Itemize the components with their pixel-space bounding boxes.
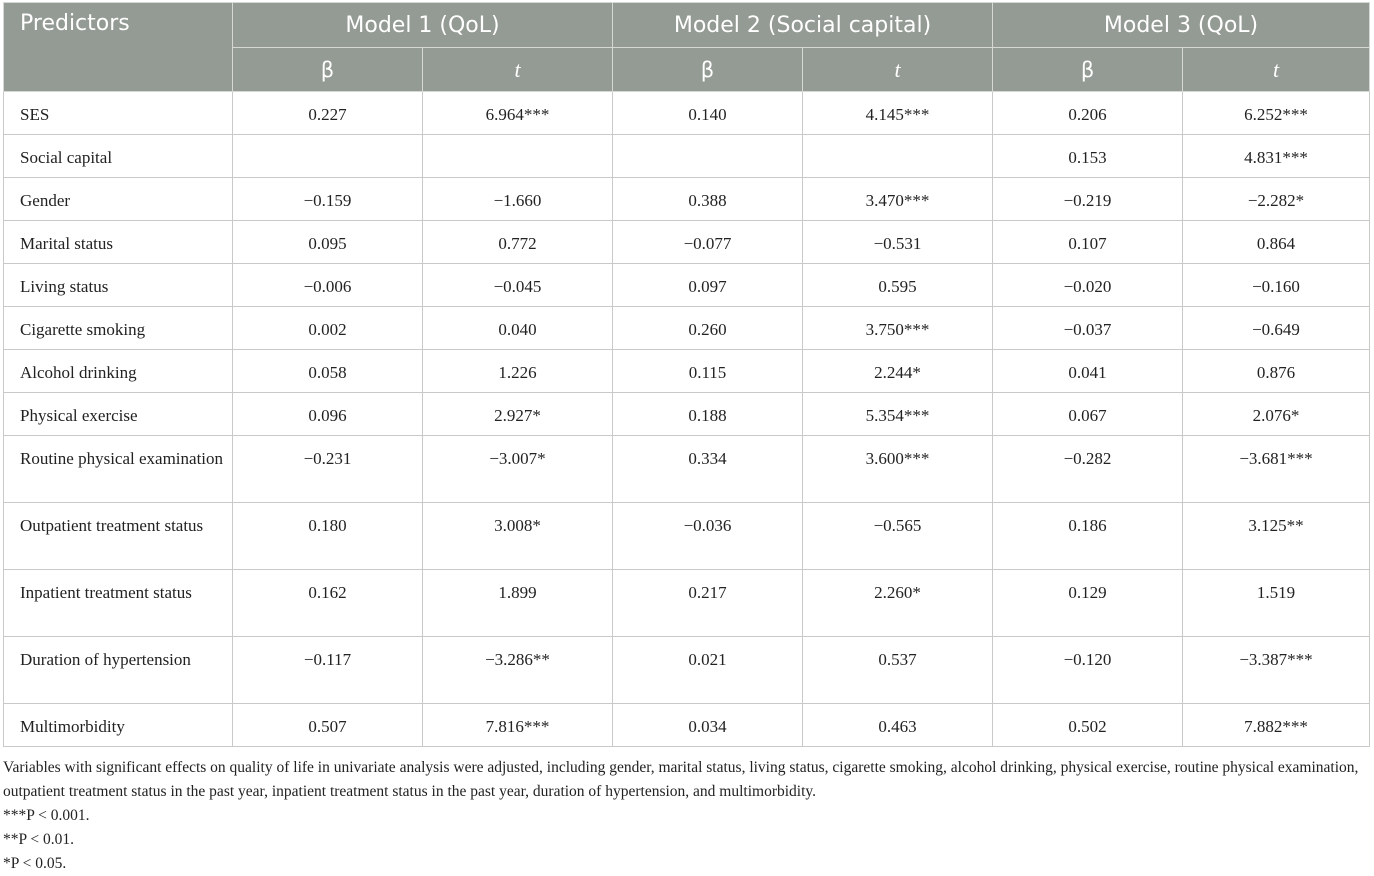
header-m2-beta: β bbox=[613, 48, 803, 92]
cell-m1-t: −0.045 bbox=[423, 264, 613, 307]
header-m2-t: t bbox=[803, 48, 993, 92]
cell-m1-beta: −0.231 bbox=[233, 436, 423, 503]
cell-m3-t: 1.519 bbox=[1183, 570, 1370, 637]
cell-m2-t: 3.750*** bbox=[803, 307, 993, 350]
cell-m3-t: 4.831*** bbox=[1183, 135, 1370, 178]
cell-m3-t: 0.876 bbox=[1183, 350, 1370, 393]
cell-m1-beta: 0.507 bbox=[233, 704, 423, 747]
cell-m2-beta: 0.021 bbox=[613, 637, 803, 704]
header-model-3: Model 3 (QoL) bbox=[993, 3, 1370, 48]
cell-m3-beta: 0.041 bbox=[993, 350, 1183, 393]
regression-table bbox=[3, 2, 1370, 747]
row-predictor: Multimorbidity bbox=[4, 704, 233, 747]
cell-m2-beta: 0.097 bbox=[613, 264, 803, 307]
cell-m2-beta: 0.334 bbox=[613, 436, 803, 503]
table-row bbox=[4, 704, 1370, 747]
cell-m1-t: 3.008* bbox=[423, 503, 613, 570]
row-predictor: Living status bbox=[4, 264, 233, 307]
cell-m3-beta: 0.186 bbox=[993, 503, 1183, 570]
table-row bbox=[4, 637, 1370, 704]
row-predictor: Marital status bbox=[4, 221, 233, 264]
table-row bbox=[4, 503, 1370, 570]
cell-m2-beta: 0.115 bbox=[613, 350, 803, 393]
cell-m3-beta: −0.020 bbox=[993, 264, 1183, 307]
row-predictor: Inpatient treatment status bbox=[4, 570, 233, 637]
cell-m3-t: 3.125** bbox=[1183, 503, 1370, 570]
cell-m2-t bbox=[803, 135, 993, 178]
cell-m1-t: 7.816*** bbox=[423, 704, 613, 747]
cell-m3-beta: −0.282 bbox=[993, 436, 1183, 503]
cell-m1-beta: 0.180 bbox=[233, 503, 423, 570]
header-m3-t: t bbox=[1183, 48, 1370, 92]
cell-m1-beta: 0.227 bbox=[233, 92, 423, 135]
row-predictor: SES bbox=[4, 92, 233, 135]
table-row bbox=[4, 135, 1370, 178]
cell-m2-t: 4.145*** bbox=[803, 92, 993, 135]
header-model-2: Model 2 (Social capital) bbox=[613, 3, 993, 48]
cell-m3-beta: 0.206 bbox=[993, 92, 1183, 135]
footnote-p01: **P < 0.01. bbox=[3, 831, 75, 848]
cell-m1-beta: 0.096 bbox=[233, 393, 423, 436]
table-row bbox=[4, 436, 1370, 503]
table-header bbox=[4, 3, 1370, 92]
cell-m3-t: 6.252*** bbox=[1183, 92, 1370, 135]
cell-m3-t: −2.282* bbox=[1183, 178, 1370, 221]
cell-m1-beta: 0.162 bbox=[233, 570, 423, 637]
cell-m2-t: 0.595 bbox=[803, 264, 993, 307]
cell-m1-t: 1.226 bbox=[423, 350, 613, 393]
cell-m2-t: 2.244* bbox=[803, 350, 993, 393]
table-footnotes bbox=[3, 756, 1369, 876]
cell-m3-beta: −0.120 bbox=[993, 637, 1183, 704]
footnote-adjustment: Variables with significant effects on quality of life in univariate analysis were adjusted, including gender, marital status, living status, cigarette smoking, alcohol drinking, physical exercise, routine physical examination, outpatient treatment status in the past year, inpatient treatment status in the past year, duration of hypertension, and multimorbidity. bbox=[3, 759, 1359, 800]
cell-m2-t: 3.470*** bbox=[803, 178, 993, 221]
row-predictor: Duration of hypertension bbox=[4, 637, 233, 704]
cell-m1-beta: −0.006 bbox=[233, 264, 423, 307]
cell-m3-beta: 0.067 bbox=[993, 393, 1183, 436]
header-row-models bbox=[4, 3, 1370, 48]
cell-m1-t: 0.772 bbox=[423, 221, 613, 264]
row-predictor: Physical exercise bbox=[4, 393, 233, 436]
cell-m2-beta: 0.188 bbox=[613, 393, 803, 436]
footnote-p001: ***P < 0.001. bbox=[3, 807, 90, 824]
footnote-p05: *P < 0.05. bbox=[3, 855, 67, 872]
cell-m3-beta: 0.502 bbox=[993, 704, 1183, 747]
cell-m2-t: 2.260* bbox=[803, 570, 993, 637]
cell-m3-beta: 0.153 bbox=[993, 135, 1183, 178]
table-row bbox=[4, 307, 1370, 350]
row-predictor: Gender bbox=[4, 178, 233, 221]
row-predictor: Alcohol drinking bbox=[4, 350, 233, 393]
cell-m1-t: 1.899 bbox=[423, 570, 613, 637]
cell-m1-t bbox=[423, 135, 613, 178]
cell-m2-beta: 0.140 bbox=[613, 92, 803, 135]
cell-m3-t: 2.076* bbox=[1183, 393, 1370, 436]
cell-m1-beta: 0.002 bbox=[233, 307, 423, 350]
cell-m2-beta: 0.034 bbox=[613, 704, 803, 747]
table-row bbox=[4, 264, 1370, 307]
table-body bbox=[4, 92, 1370, 747]
cell-m3-beta: −0.037 bbox=[993, 307, 1183, 350]
row-predictor: Routine physical examination bbox=[4, 436, 233, 503]
cell-m3-t: −0.649 bbox=[1183, 307, 1370, 350]
cell-m3-t: −3.387*** bbox=[1183, 637, 1370, 704]
cell-m2-t: 3.600*** bbox=[803, 436, 993, 503]
cell-m3-t: −0.160 bbox=[1183, 264, 1370, 307]
table-row bbox=[4, 350, 1370, 393]
cell-m3-beta: 0.129 bbox=[993, 570, 1183, 637]
cell-m1-t: 0.040 bbox=[423, 307, 613, 350]
cell-m1-t: 2.927* bbox=[423, 393, 613, 436]
cell-m3-t: 0.864 bbox=[1183, 221, 1370, 264]
table-row bbox=[4, 92, 1370, 135]
cell-m1-beta: −0.117 bbox=[233, 637, 423, 704]
cell-m2-beta: 0.260 bbox=[613, 307, 803, 350]
row-predictor: Cigarette smoking bbox=[4, 307, 233, 350]
cell-m3-beta: −0.219 bbox=[993, 178, 1183, 221]
cell-m3-t: −3.681*** bbox=[1183, 436, 1370, 503]
cell-m1-beta: 0.058 bbox=[233, 350, 423, 393]
cell-m2-t: 5.354*** bbox=[803, 393, 993, 436]
row-predictor: Social capital bbox=[4, 135, 233, 178]
row-predictor: Outpatient treatment status bbox=[4, 503, 233, 570]
cell-m1-beta: −0.159 bbox=[233, 178, 423, 221]
cell-m1-beta: 0.095 bbox=[233, 221, 423, 264]
table-row bbox=[4, 221, 1370, 264]
table-row bbox=[4, 178, 1370, 221]
cell-m1-beta bbox=[233, 135, 423, 178]
cell-m2-beta: 0.217 bbox=[613, 570, 803, 637]
cell-m3-t: 7.882*** bbox=[1183, 704, 1370, 747]
header-m3-beta: β bbox=[993, 48, 1183, 92]
regression-table-container bbox=[3, 2, 1369, 747]
cell-m1-t: −1.660 bbox=[423, 178, 613, 221]
cell-m2-t: 0.537 bbox=[803, 637, 993, 704]
header-predictors: Predictors bbox=[4, 3, 233, 92]
header-m1-t: t bbox=[423, 48, 613, 92]
cell-m2-t: 0.463 bbox=[803, 704, 993, 747]
cell-m3-beta: 0.107 bbox=[993, 221, 1183, 264]
cell-m1-t: 6.964*** bbox=[423, 92, 613, 135]
table-row bbox=[4, 570, 1370, 637]
cell-m2-t: −0.531 bbox=[803, 221, 993, 264]
cell-m1-t: −3.286** bbox=[423, 637, 613, 704]
cell-m2-beta: 0.388 bbox=[613, 178, 803, 221]
header-m1-beta: β bbox=[233, 48, 423, 92]
table-row bbox=[4, 393, 1370, 436]
cell-m2-beta: −0.036 bbox=[613, 503, 803, 570]
cell-m2-t: −0.565 bbox=[803, 503, 993, 570]
cell-m2-beta bbox=[613, 135, 803, 178]
cell-m1-t: −3.007* bbox=[423, 436, 613, 503]
header-model-1: Model 1 (QoL) bbox=[233, 3, 613, 48]
cell-m2-beta: −0.077 bbox=[613, 221, 803, 264]
